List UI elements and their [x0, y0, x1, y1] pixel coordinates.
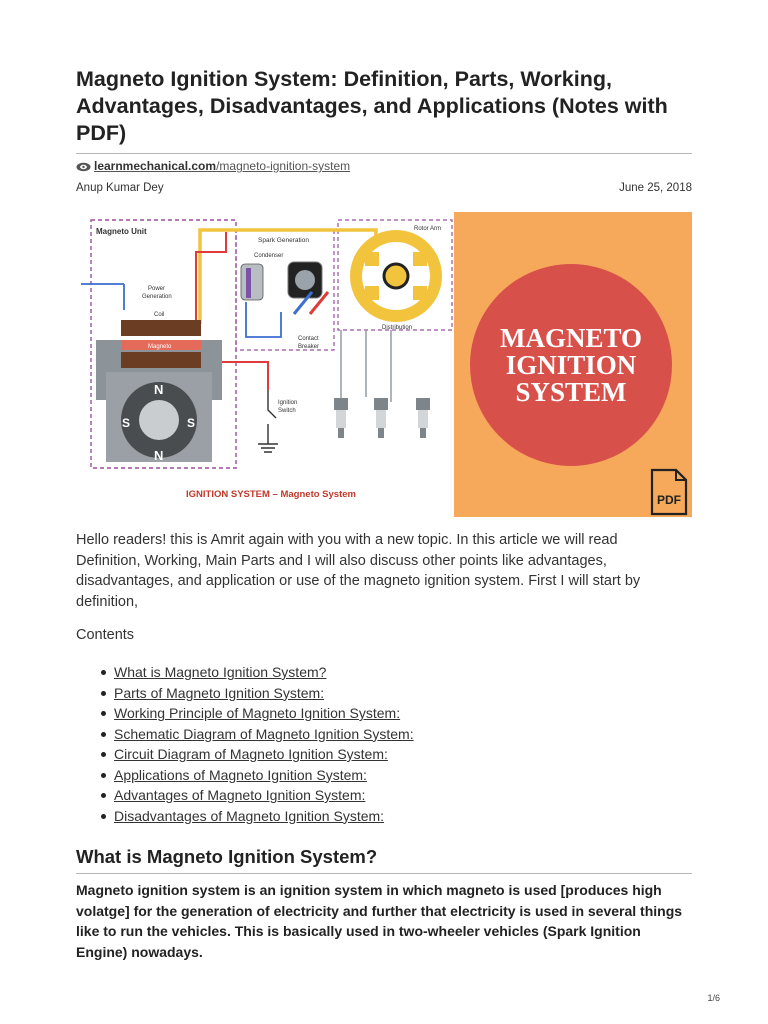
toc-item — [114, 744, 414, 765]
coil-top — [121, 320, 201, 336]
page-number: 1/6 — [707, 993, 720, 1003]
toc-item — [114, 724, 414, 745]
title-divider — [76, 153, 692, 154]
wire-blue — [81, 284, 124, 310]
site-logo-icon — [76, 161, 91, 171]
toc-link[interactable]: Schematic Diagram of Magneto Ignition System: — [114, 725, 414, 742]
toc-link[interactable]: Disadvantages of Magneto Ignition System: — [114, 807, 385, 824]
section-heading: What is Magneto Ignition System? — [76, 846, 378, 867]
source-path: /magneto-ignition-system — [216, 159, 351, 173]
magneto-poster — [454, 212, 692, 517]
coil-bottom — [121, 352, 201, 368]
magneto-label: Magneto — [148, 344, 172, 350]
contents-label: Contents — [76, 627, 135, 643]
spark-plug-1 — [334, 398, 348, 438]
wire-grey-1 — [341, 330, 391, 402]
wire-blue-2 — [246, 302, 281, 337]
toc-link[interactable]: What is Magneto Ignition System? — [114, 664, 327, 680]
toc-item — [114, 683, 414, 704]
ground-symbol — [258, 444, 278, 452]
toc-item — [114, 703, 414, 724]
toc-link[interactable]: Working Principle of Magneto Ignition System: — [114, 705, 401, 721]
coil-label: Coil — [154, 312, 165, 318]
toc-link[interactable]: Circuit Diagram of Magneto Ignition System: — [114, 746, 388, 762]
toc-link[interactable]: Advantages of Magneto Ignition System: — [114, 787, 366, 803]
toc-item — [114, 785, 414, 806]
spark-plug-3 — [416, 398, 430, 438]
pdf-badge: PDF — [657, 493, 681, 507]
power-label-2: Generation — [142, 294, 172, 300]
spark-plug-2 — [374, 398, 388, 438]
spark-generation-label: Spark Generation — [258, 237, 309, 244]
toc-item — [114, 806, 414, 827]
pole-n-bottom: N — [154, 448, 164, 463]
condenser-label: Condenser — [254, 253, 284, 259]
publish-date: June 25, 2018 — [619, 182, 692, 194]
intro-paragraph: Hello readers! this is Amrit again with you with a new topic. In this article we will read Definition, Working, Main Parts and I will also discuss other points like advantages, disadvantages, and application or use of the magneto ignition system. First I will start by definition, — [76, 532, 641, 610]
article-figure — [76, 212, 692, 517]
contact-breaker-label-2: Breaker — [298, 344, 320, 350]
poster-line-3: SYSTEM — [515, 377, 627, 407]
pole-s-right: S — [187, 416, 196, 430]
pole-s-left: S — [122, 416, 131, 430]
rotor-center — [139, 400, 179, 440]
source-domain: learnmechanical.com — [94, 159, 217, 173]
ignition-switch-label-2: Switch — [278, 408, 296, 414]
author-name: Anup Kumar Dey — [76, 182, 164, 194]
magneto-ignition-diagram — [76, 212, 454, 517]
ignition-switch-label-1: Ignition — [278, 400, 298, 406]
condenser — [241, 264, 263, 300]
poster-line-1: MAGNETO — [499, 323, 643, 353]
pole-n-top: N — [154, 382, 164, 397]
article-title: Magneto Ignition System: Definition, Parts, Working, Advantages, Disadvantages, and Applications (Notes with PDF) — [76, 67, 668, 145]
source-link[interactable] — [94, 159, 350, 173]
poster-line-2: IGNITION — [505, 350, 637, 380]
section-divider — [76, 873, 692, 874]
toc-item — [114, 765, 414, 786]
section-lead-paragraph: Magneto ignition system is an ignition system in which magneto is used [produces high volatge] for the generation of electricity and further that electricity is used in several things like to run the vehicles. This is basically used in two-wheeler vehicles (Spark Ignition Engine) nowadays. — [76, 882, 683, 960]
toc-link[interactable]: Parts of Magneto Ignition System: — [114, 684, 325, 701]
contact-breaker-label-1: Contact — [298, 336, 319, 342]
magneto-unit-label: Magneto Unit — [96, 227, 147, 236]
distribution-label: Distribution — [382, 325, 413, 331]
rotor-arm-label: Rotor Arm — [414, 226, 442, 232]
toc-item — [114, 662, 414, 683]
table-of-contents — [76, 662, 414, 826]
rotor-arm — [384, 264, 408, 288]
power-label-1: Power — [148, 286, 166, 292]
source-line — [76, 159, 350, 173]
diagram-caption: IGNITION SYSTEM – Magneto System — [186, 489, 356, 500]
toc-link[interactable]: Applications of Magneto Ignition System: — [114, 766, 367, 783]
